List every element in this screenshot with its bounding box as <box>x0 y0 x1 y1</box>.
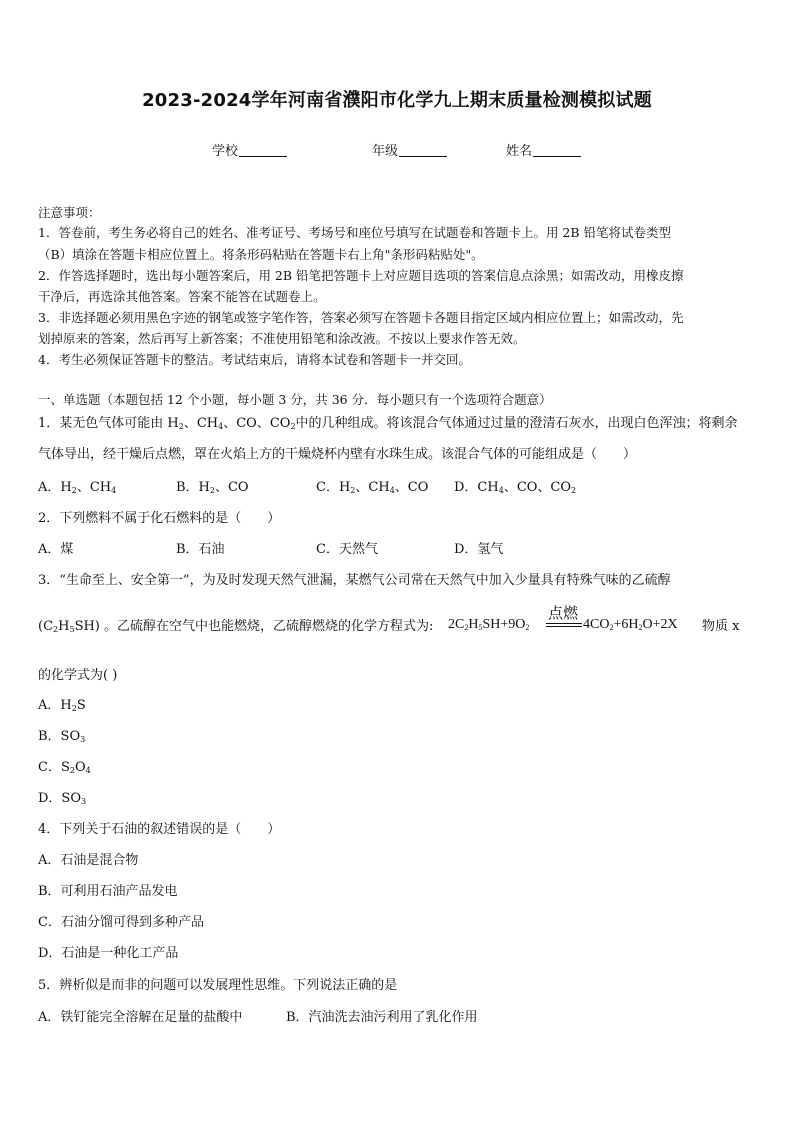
equation-right: $4CO_2+6H_2O+2X$ <box>583 617 678 632</box>
question-4-option-b[interactable]: B．可利用石油产品发电 <box>38 884 178 899</box>
question-5-option-a[interactable]: A．铁钉能完全溶解在足量的盐酸中 <box>38 1010 243 1025</box>
school-blank <box>239 142 287 157</box>
notice-line: 3．非选择题必须用黑色字迹的钢笔或签字笔作答，答案必须写在答题卡各题目指定区域内相应位置上；如需改动，先 <box>38 310 684 325</box>
question-5-stem: 5．辨析似是而非的问题可以发展理性思维。下列说法正确的是 <box>38 978 398 993</box>
equation-left: $2C_2H_5SH+9O_2$ <box>448 617 530 632</box>
notice-line: 干净后，再选涂其他答案。答案不能答在试题卷上。 <box>38 289 326 304</box>
question-3-line1: 3．“生命至上、安全第一”，为及时发现天然气泄漏，某燃气公司常在天然气中加入少量具有特殊气味的乙硫醇 <box>38 573 671 588</box>
question-2-option-c[interactable]: C．天然气 <box>316 542 378 557</box>
notice-line: 4．考生必须保证答题卡的整洁。考试结束后，请将本试卷和答题卡一并交回。 <box>38 352 471 367</box>
question-1-option-d[interactable]: D．$CH_4$、CO、$CO_2$ <box>454 480 577 495</box>
school-field <box>212 140 287 159</box>
question-1-option-a[interactable]: A．$H_2$、$CH_4$ <box>38 480 117 495</box>
notice-heading: 注意事项： <box>38 205 101 220</box>
question-1-option-c[interactable]: C．$H_2$、$CH_4$、CO <box>316 480 429 495</box>
question-1-line2: 气体导出，经干燥后点燃，罩在火焰上方的干燥烧杯内壁有水珠生成。该混合气体的可能组成是（ ） <box>38 447 637 462</box>
question-3-option-a[interactable]: A．$H_2S$ <box>38 698 86 713</box>
notice-line: 2．作答选择题时，选出每小题答案后，用 2B 铅笔把答题卡上对应题目选项的答案信息点涂黑；如需改动，用橡皮擦 <box>38 268 684 283</box>
grade-blank <box>399 142 447 157</box>
equation-condition: 点燃 <box>548 606 579 622</box>
equation-arrow-top <box>546 623 582 624</box>
question-2-option-b[interactable]: B．石油 <box>176 542 225 557</box>
grade-field <box>372 140 447 159</box>
grade-label: 年级 <box>372 144 399 159</box>
notice-line: 划掉原来的答案，然后再写上新答案；不准使用铅笔和涂改液。不按以上要求作答无效。 <box>38 331 526 346</box>
question-4-stem: 4．下列关于石油的叙述错误的是（ ） <box>38 822 281 837</box>
question-1-option-b[interactable]: B．$H_2$、CO <box>176 480 249 495</box>
name-blank <box>533 142 581 157</box>
question-3-line2-end: 物质 x <box>702 619 740 634</box>
question-3-line2: $(C_2H_5SH)$ 。乙硫醇在空气中也能燃烧，乙硫醇燃烧的化学方程式为: <box>38 619 434 634</box>
question-3-option-d[interactable]: D．$SO_3$ <box>38 791 87 806</box>
name-field <box>506 140 581 159</box>
question-5-option-b[interactable]: B．汽油洗去油污利用了乳化作用 <box>286 1010 478 1025</box>
question-3-line3: 的化学式为( ) <box>38 668 118 683</box>
notice-line: 1．答卷前，考生务必将自己的姓名、准考证号、考场号和座位号填写在试题卷和答题卡上。用 2B 铅笔将试卷类型 <box>38 225 672 240</box>
question-2-stem: 2．下列燃料不属于化石燃料的是（ ） <box>38 511 281 526</box>
question-2-option-a[interactable]: A．煤 <box>38 542 74 557</box>
school-label: 学校 <box>212 144 239 159</box>
section-heading: 一、单选题（本题包括 12 个小题，每小题 3 分，共 36 分．每小题只有一个选项符合题意） <box>38 392 552 407</box>
notice-line: （B）填涂在答题卡相应位置上。将条形码粘贴在答题卡右上角"条形码粘贴处"。 <box>38 247 484 262</box>
question-3-option-b[interactable]: B．$SO_3$ <box>38 729 86 744</box>
question-2-option-d[interactable]: D．氢气 <box>454 542 504 557</box>
question-4-option-d[interactable]: D．石油是一种化工产品 <box>38 946 179 961</box>
question-4-option-c[interactable]: C．石油分馏可得到多种产品 <box>38 915 204 930</box>
equation-arrow-bottom <box>546 626 582 627</box>
page-title: 2023-2024学年河南省濮阳市化学九上期末质量检测模拟试题 <box>142 90 652 111</box>
question-4-option-a[interactable]: A．石油是混合物 <box>38 853 139 868</box>
name-label: 姓名 <box>506 144 533 159</box>
question-3-option-c[interactable]: C．$S_2O_4$ <box>38 760 91 775</box>
question-1-line1: 1．某无色气体可能由 $H_2$、$CH_4$、CO、$CO_2$中的几种组成。将该混合气体通过过量的澄清石灰水，出现白色浑浊；将剩余 <box>38 416 738 431</box>
